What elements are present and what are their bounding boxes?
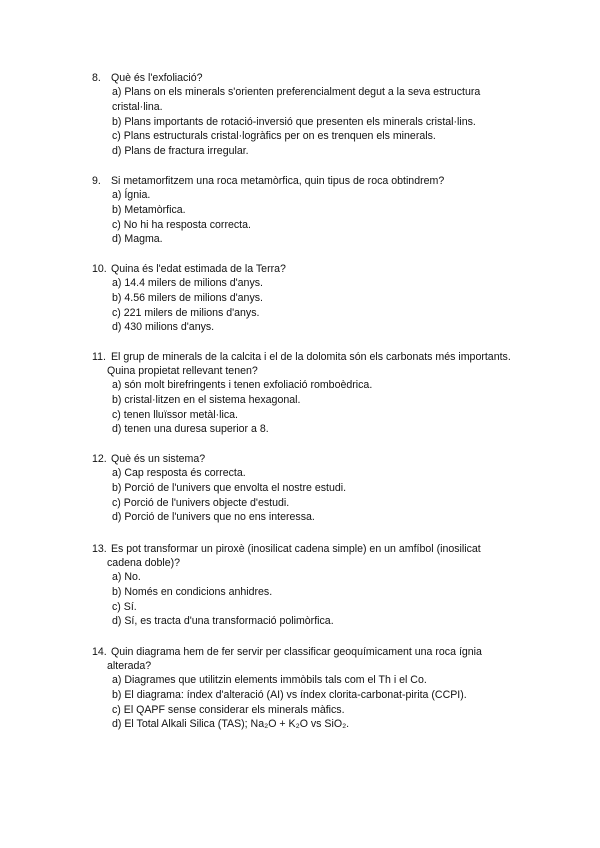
- question-text-continuation: alterada?: [107, 660, 152, 672]
- option-c: c) Sí.: [112, 600, 137, 613]
- question-text: Es pot transformar un piroxè (inosilicat cadena simple) en un amfíbol (inosilicat: [110, 543, 481, 555]
- question-number: 8.: [92, 72, 101, 84]
- option-d: d) El Total Alkali Silica (TAS); Na₂O + K₂O vs SiO₂.: [112, 718, 350, 731]
- option-a: a) Ígnia.: [112, 189, 151, 201]
- question-14: [92, 645, 552, 732]
- question-text: Què és l'exfoliació?: [110, 72, 203, 84]
- option-a-continuation: cristal·lina.: [112, 100, 163, 113]
- question-8: [92, 71, 552, 159]
- question-text: Què és un sistema?: [110, 453, 206, 465]
- question-stem: [92, 542, 552, 556]
- option-a: a) són molt birefringents i tenen exfoliació romboèdrica.: [112, 379, 373, 391]
- question-stem: [92, 452, 552, 466]
- option-d: d) tenen una duresa superior a 8.: [112, 423, 269, 436]
- option-b: b) Plans importants de rotació-inversió que presenten els minerals cristal·lins.: [112, 115, 476, 128]
- option-b: b) Metamòrfica.: [112, 203, 186, 216]
- option-a: a) Diagrames que utilitzin elements immòbils tals com el Th i el Co.: [112, 674, 427, 686]
- option-d: d) Porció de l'univers que no ens interessa.: [112, 511, 315, 524]
- option-c: c) Plans estructurals cristal·logràfics per on es trenquen els minerals.: [112, 130, 436, 143]
- question-10: [92, 262, 552, 335]
- question-text: Quin diagrama hem de fer servir per classificar geoquímicament una roca ígnia: [110, 646, 482, 658]
- option-b: b) Només en condicions anhidres.: [112, 585, 273, 598]
- question-stem: [92, 645, 552, 659]
- option-b: b) 4.56 milers de milions d'anys.: [112, 291, 263, 304]
- question-text: El grup de minerals de la calcita i el de la dolomita són els carbonats més importants.: [110, 351, 511, 363]
- question-number: 9.: [92, 175, 101, 187]
- question-stem: [92, 71, 552, 85]
- option-d: d) Magma.: [112, 233, 163, 246]
- option-d: d) Plans de fractura irregular.: [112, 145, 249, 158]
- question-number: 10.: [92, 263, 107, 275]
- question-text-continuation: Quina propietat rellevant tenen?: [107, 365, 258, 377]
- option-d: d) 430 milions d'anys.: [112, 321, 215, 334]
- question-stem: [92, 350, 552, 364]
- option-a: a) 14.4 milers de milions d'anys.: [112, 277, 263, 289]
- question-stem: [92, 262, 552, 276]
- option-a: a) Plans on els minerals s'orienten preferencialment degut a la seva estructura: [112, 86, 481, 98]
- question-number: 13.: [92, 543, 107, 555]
- question-number: 12.: [92, 453, 107, 465]
- question-text: Si metamorfitzem una roca metamòrfica, quin tipus de roca obtindrem?: [110, 175, 445, 187]
- option-b: b) El diagrama: índex d'alteració (AI) vs índex clorita-carbonat-pirita (CCPI).: [112, 688, 467, 701]
- question-9: [92, 174, 552, 247]
- question-text-continuation: cadena doble)?: [107, 557, 181, 569]
- option-d: d) Sí, es tracta d'una transformació polimòrfica.: [112, 615, 334, 628]
- question-text: Quina és l'edat estimada de la Terra?: [110, 263, 286, 275]
- option-c: c) El QAPF sense considerar els minerals màfics.: [112, 703, 345, 716]
- option-c: c) Porció de l'univers objecte d'estudi.: [112, 496, 290, 509]
- question-12: [92, 452, 552, 525]
- option-a: a) No.: [112, 571, 141, 583]
- question-stem: [92, 174, 552, 188]
- question-number: 11.: [92, 351, 106, 363]
- question-number: 14.: [92, 646, 107, 658]
- option-c: c) tenen lluïssor metàl·lica.: [112, 408, 238, 421]
- option-b: b) cristal·litzen en el sistema hexagonal.: [112, 393, 301, 406]
- question-11: [92, 350, 552, 437]
- option-c: c) No hi ha resposta correcta.: [112, 218, 251, 231]
- option-a: a) Cap resposta és correcta.: [112, 467, 246, 479]
- option-c: c) 221 milers de milions d'anys.: [112, 306, 260, 319]
- question-13: [92, 542, 552, 629]
- option-b: b) Porció de l'univers que envolta el nostre estudi.: [112, 481, 347, 494]
